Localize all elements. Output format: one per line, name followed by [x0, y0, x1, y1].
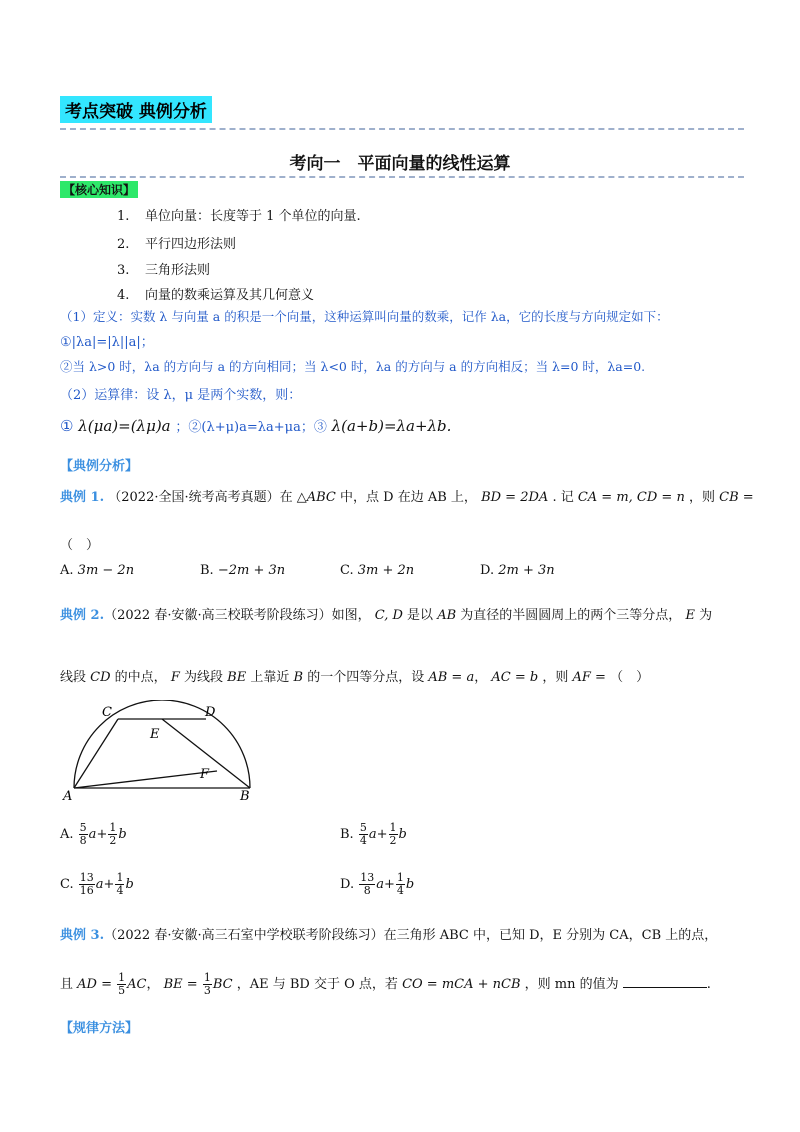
list-item: 2. 平行四边形法则 [117, 237, 237, 252]
example-1-bracket: （ ） [60, 538, 100, 553]
definition-direction-rule: ②当 λ>0 时，λa 的方向与 a 的方向相同；当 λ<0 时，λa 的方向与 a 的方向相反；当 λ=0 时，λa=0. [60, 359, 646, 374]
semicircle-figure [60, 700, 260, 805]
section-banner: 考点突破 典例分析 [60, 96, 212, 123]
example-2-option-b[interactable]: B. $\frac{5}{4}$ a+ $\frac{1}{2}$ b [340, 821, 407, 847]
example-1-option-c[interactable]: C. 3m + 2n [340, 563, 415, 578]
point-label-b: B [240, 789, 250, 804]
point-label-c: C [102, 705, 112, 720]
example-3-question-line-1: 典例 3.（2022 春·安徽·高三石室中学校联考阶段练习）在三角形 ABC 中，已知 D，E 分别为 CA，CB 上的点， [60, 928, 718, 943]
list-item: 3. 三角形法则 [117, 263, 211, 278]
point-label-e: E [150, 727, 160, 742]
list-item: 1. 单位向量：长度等于 1 个单位的向量. [117, 209, 361, 224]
point-label-f: F [200, 767, 210, 782]
example-2-option-c[interactable]: C. $\frac{13}{16}$ a+ $\frac{1}{4}$ b [60, 871, 134, 897]
list-item: 4. 向量的数乘运算及其几何意义 [117, 288, 315, 303]
point-label-a: A [63, 789, 73, 804]
operation-laws: ① λ(μa)=(λμ)a ；②(λ+μ)a=λa+μa；③ λ(a+b)=λa+λb. [60, 417, 452, 435]
example-1-question: 典例 1. （2022·全国·统考高考真题）在 △ABC 中，点 D 在边 AB 上， BD = 2DA . 记 CA = m, CD = n ，则 CB = [60, 490, 754, 505]
divider-top [60, 128, 744, 130]
example-2-question-line-1: 典例 2.（2022 春·安徽·高三校联考阶段练习）如图， C, D 是以 AB 为直径的半圆圆周上的两个三等分点， E 为 [60, 608, 713, 623]
example-1-option-d[interactable]: D. 2m + 3n [480, 563, 555, 578]
divider-title [60, 176, 744, 178]
example-2-option-d[interactable]: D. $\frac{13}{8}$ a+ $\frac{1}{4}$ b [340, 871, 415, 897]
example-1-option-a[interactable]: A. 3m − 2n [60, 563, 135, 578]
method-tag: 【规律方法】 [60, 1021, 139, 1036]
answer-blank[interactable] [623, 975, 707, 988]
section-title: 考向一 平面向量的线性运算 [289, 154, 511, 174]
core-knowledge-tag: 【核心知识】 [60, 181, 138, 198]
definition-abs-rule: ①|λa|=|λ||a|； [60, 335, 154, 350]
operation-law-intro: （2）运算律：设 λ，μ 是两个实数，则： [60, 388, 302, 403]
point-label-d: D [205, 705, 216, 720]
examples-tag: 【典例分析】 [60, 459, 139, 474]
example-2-option-a[interactable]: A. $\frac{5}{8}$ a+ $\frac{1}{2}$ b [60, 821, 127, 847]
example-1-option-b[interactable]: B. −2m + 3n [200, 563, 286, 578]
example-2-question-line-2: 线段 CD 的中点， F 为线段 BE 上靠近 B 的一个四等分点，设 AB = a， AC = b ，则 AF = （ ） [60, 670, 650, 685]
definition-line: （1）定义：实数 λ 与向量 a 的积是一个向量，这种运算叫向量的数乘，记作 λa，它的长度与方向规定如下： [60, 309, 669, 324]
example-3-question-line-2: 且 AD = $\frac{1}{5}$ AC， BE = $\frac{1}{3}$ BC ，AE 与 BD 交于 O 点，若 CO = mCA + nCB ，则 mn 的值为 . [60, 971, 711, 997]
